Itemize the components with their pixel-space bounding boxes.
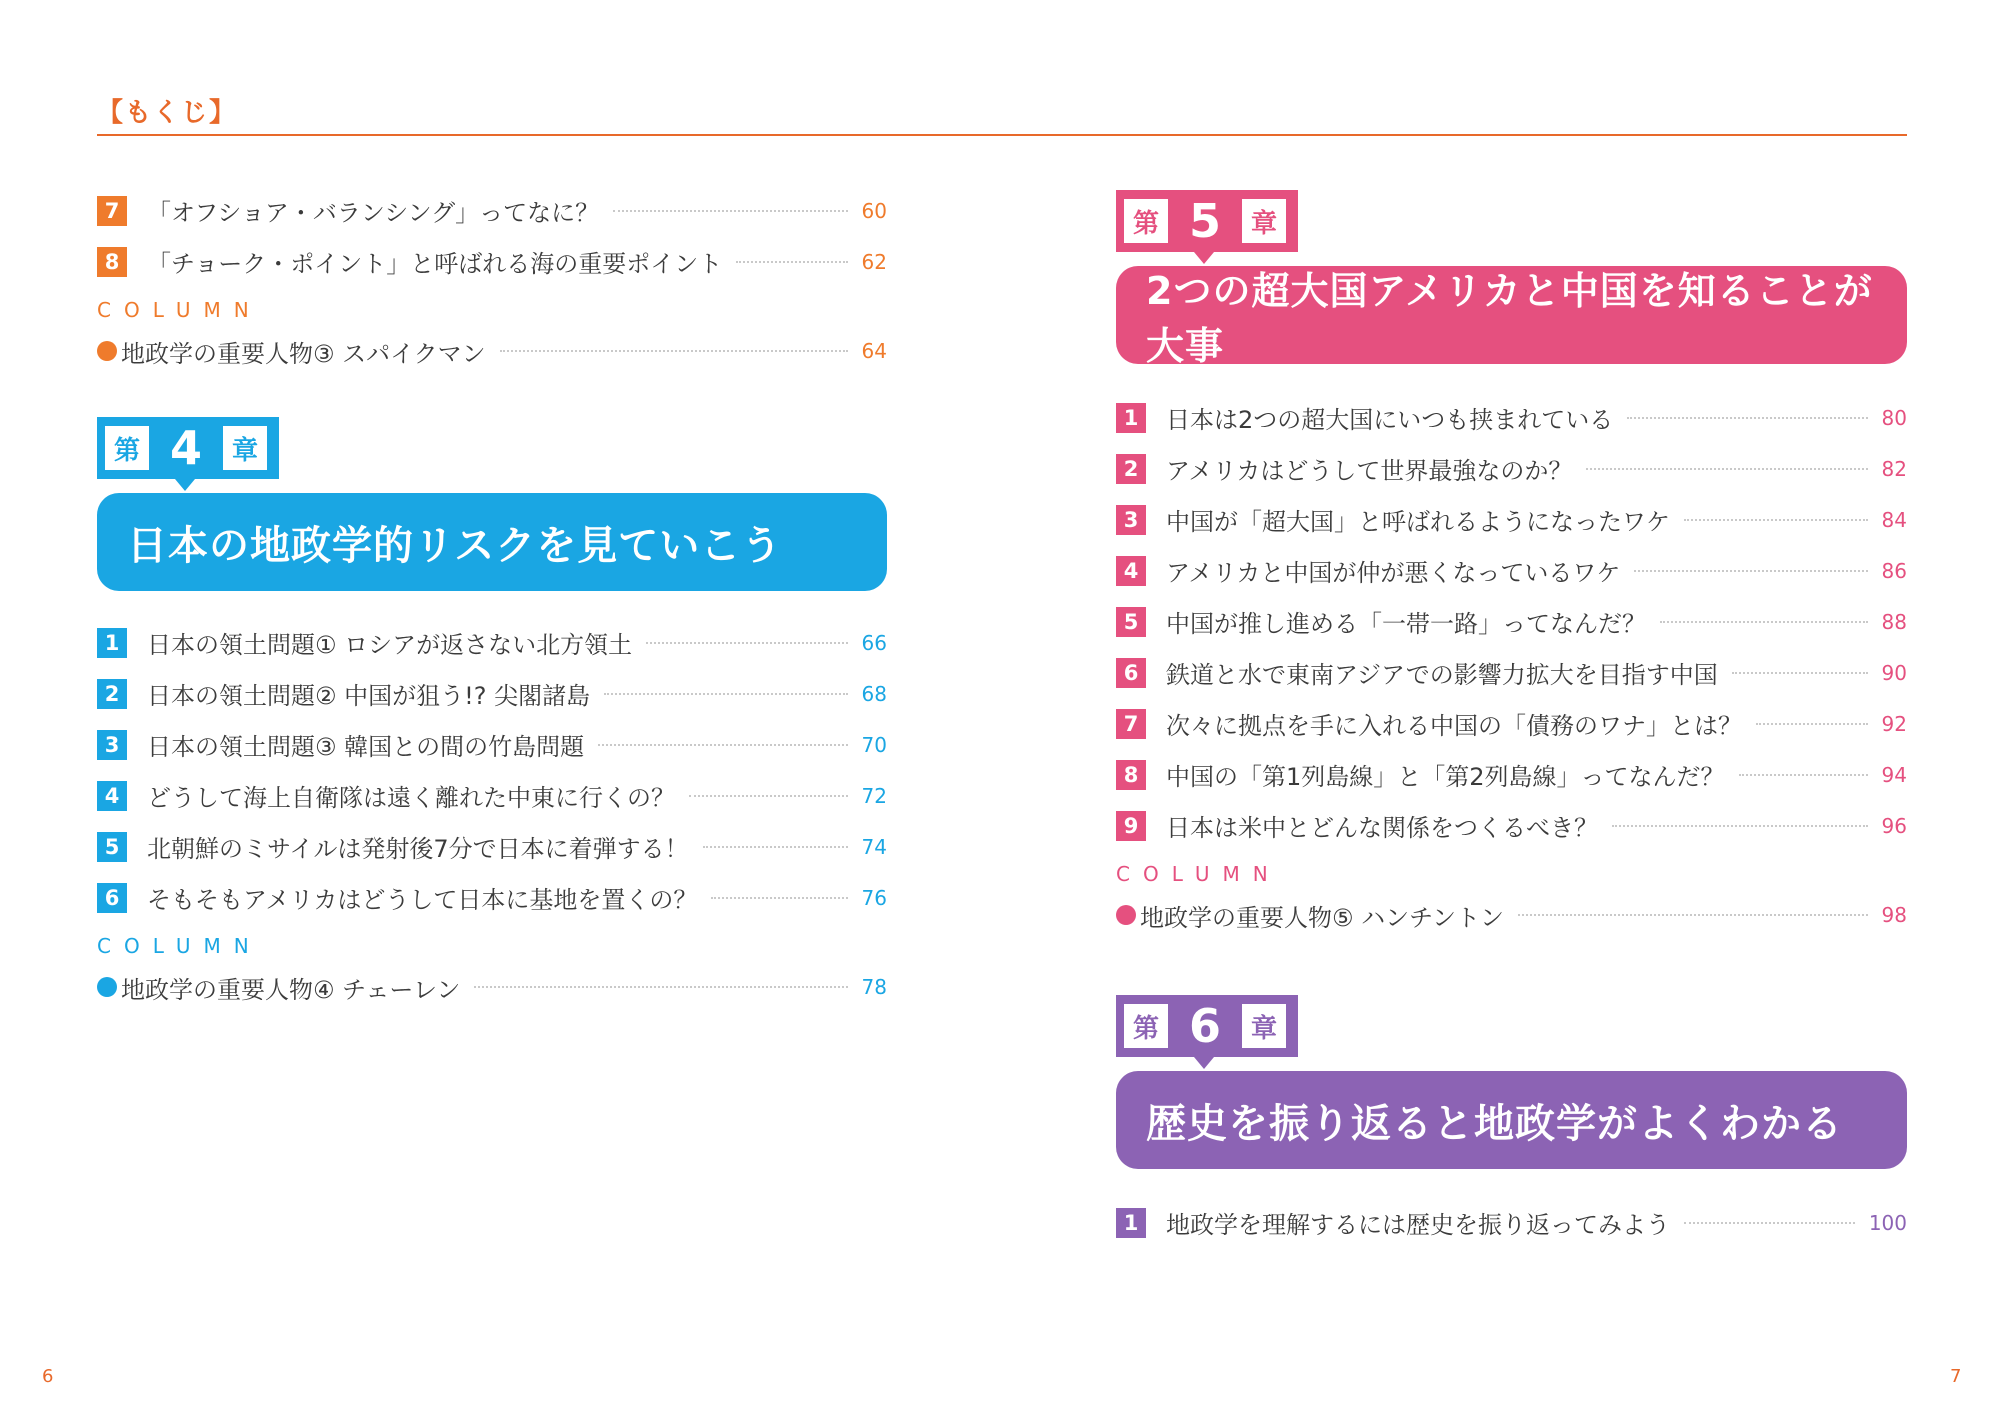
chapter-6-title: 歴史を振り返ると地政学がよくわかる xyxy=(1116,1071,1907,1169)
entry-number-badge: 1 xyxy=(97,628,127,658)
leader-dots xyxy=(689,795,848,797)
leader-dots xyxy=(598,744,847,746)
column-entry-label: 地政学の重要人物③ スパイクマン xyxy=(121,339,486,368)
entry-number-badge: 7 xyxy=(1116,709,1146,739)
entry-title: 地政学を理解するには歴史を振り返ってみよう xyxy=(1166,1211,1670,1239)
toc-entry[interactable] xyxy=(97,770,887,821)
chapter-number: 5 xyxy=(1188,194,1221,248)
page-number: 80 xyxy=(1881,405,1907,430)
chapter-sho: 章 xyxy=(1242,199,1286,243)
column-entry-label: 地政学の重要人物⑤ ハンチントン xyxy=(1140,903,1504,932)
page-number: 84 xyxy=(1881,507,1907,532)
entry-number-badge: 8 xyxy=(97,247,127,277)
leader-dots xyxy=(1518,914,1868,916)
toc-entry[interactable] xyxy=(97,617,887,668)
chapter-5-badge xyxy=(1116,190,1298,252)
chapter-6-badge xyxy=(1116,995,1298,1057)
entry-number-badge: 2 xyxy=(1116,454,1146,484)
page-number: 62 xyxy=(861,249,887,274)
left-column xyxy=(97,185,887,1011)
bullet-icon xyxy=(97,341,117,361)
entry-title: 日本は2つの超大国にいつも挟まれている xyxy=(1166,406,1614,434)
leader-dots xyxy=(500,350,848,352)
page-number-right: 7 xyxy=(1950,1366,1962,1387)
entry-number-badge: 7 xyxy=(97,196,127,226)
leader-dots xyxy=(646,642,847,644)
toc-entry[interactable] xyxy=(1116,392,1907,443)
chapter-sho: 章 xyxy=(223,426,267,470)
column-entry[interactable] xyxy=(97,963,887,1011)
column-heading: COLUMN xyxy=(1116,862,1281,886)
toc-entry[interactable] xyxy=(1116,698,1907,749)
page-number: 64 xyxy=(861,339,887,363)
page-number: 96 xyxy=(1881,813,1907,838)
leader-dots xyxy=(736,261,847,263)
page-number-left: 6 xyxy=(42,1366,54,1387)
entry-title: 「チョーク・ポイント」と呼ばれる海の重要ポイント xyxy=(147,250,723,278)
column-heading: COLUMN xyxy=(97,298,262,322)
header-rule xyxy=(97,134,1907,136)
entry-number-badge: 5 xyxy=(1116,607,1146,637)
entry-title: 日本は米中とどんな関係をつくるべき？ xyxy=(1166,814,1598,842)
leader-dots xyxy=(1756,723,1868,725)
entry-number-badge: 8 xyxy=(1116,760,1146,790)
chapter-dai: 第 xyxy=(1124,199,1168,243)
entry-number-badge: 9 xyxy=(1116,811,1146,841)
toc-entry[interactable] xyxy=(1116,1197,1907,1248)
right-column xyxy=(1116,190,1907,1248)
toc-entry[interactable] xyxy=(97,821,887,872)
toc-entry[interactable] xyxy=(1116,545,1907,596)
leader-dots xyxy=(1732,672,1868,674)
chapter-dai: 第 xyxy=(105,426,149,470)
entry-title: 日本の領土問題③ 韓国との間の竹島問題 xyxy=(147,733,585,761)
toc-entry[interactable] xyxy=(97,719,887,770)
toc-entry[interactable] xyxy=(97,872,887,923)
toc-entry[interactable] xyxy=(1116,749,1907,800)
column-heading: COLUMN xyxy=(97,934,262,958)
leader-dots xyxy=(613,210,847,212)
chapter-4-badge xyxy=(97,417,279,479)
entry-title: 中国が推し進める「一帯一路」ってなんだ？ xyxy=(1166,610,1646,638)
leader-dots xyxy=(1627,417,1867,419)
chapter-4-title: 日本の地政学的リスクを見ていこう xyxy=(97,493,887,591)
toc-entry[interactable] xyxy=(97,668,887,719)
page-number: 72 xyxy=(861,783,887,808)
leader-dots xyxy=(703,846,848,848)
bullet-icon xyxy=(1116,905,1136,925)
toc-entry[interactable] xyxy=(97,236,887,287)
column-entry[interactable] xyxy=(1116,891,1907,939)
entry-title: アメリカと中国が仲が悪くなっているワケ xyxy=(1166,559,1621,587)
entry-number-badge: 6 xyxy=(1116,658,1146,688)
chapter-number: 4 xyxy=(169,421,202,475)
toc-header: 【もくじ】 xyxy=(97,98,238,128)
entry-number-badge: 4 xyxy=(1116,556,1146,586)
chapter-5-title: 2つの超大国アメリカと中国を知ることが大事 xyxy=(1116,266,1907,364)
entry-title: アメリカはどうして世界最強なのか？ xyxy=(1166,457,1573,485)
page-number: 98 xyxy=(1881,903,1907,927)
page-number: 78 xyxy=(861,975,887,999)
entry-title: 「オフショア・バランシング」ってなに？ xyxy=(147,199,600,227)
page-number: 100 xyxy=(1868,1210,1907,1235)
entry-title: 次々に拠点を手に入れる中国の「債務のワナ」とは？ xyxy=(1166,712,1742,740)
entry-title: どうして海上自衛隊は遠く離れた中東に行くの？ xyxy=(147,784,675,812)
toc-entry[interactable] xyxy=(97,185,887,236)
page-number: 66 xyxy=(861,630,887,655)
page-number: 92 xyxy=(1881,711,1907,736)
leader-dots xyxy=(474,986,847,988)
entry-number-badge: 3 xyxy=(1116,505,1146,535)
chapter-number: 6 xyxy=(1188,999,1221,1053)
leader-dots xyxy=(604,693,847,695)
page-number: 60 xyxy=(861,198,887,223)
entry-number-badge: 1 xyxy=(1116,403,1146,433)
entry-number-badge: 4 xyxy=(97,781,127,811)
toc-entry[interactable] xyxy=(1116,596,1907,647)
page-number: 76 xyxy=(861,885,887,910)
entry-number-badge: 2 xyxy=(97,679,127,709)
entry-title: 中国の「第1列島線」と「第2列島線」ってなんだ？ xyxy=(1166,763,1725,791)
page-number: 68 xyxy=(861,681,887,706)
column-entry[interactable] xyxy=(97,327,887,375)
page-number: 90 xyxy=(1881,660,1907,685)
leader-dots xyxy=(1684,519,1868,521)
entry-title: 北朝鮮のミサイルは発射後7分で日本に着弾する！ xyxy=(147,835,689,863)
chapter-dai: 第 xyxy=(1124,1004,1168,1048)
page-number: 86 xyxy=(1881,558,1907,583)
chapter-sho: 章 xyxy=(1242,1004,1286,1048)
page-number: 70 xyxy=(861,732,887,757)
entry-title: そもそもアメリカはどうして日本に基地を置くの？ xyxy=(147,886,698,914)
column-entry-label: 地政学の重要人物④ チェーレン xyxy=(121,975,461,1004)
page-number: 74 xyxy=(861,834,887,859)
toc-entry[interactable] xyxy=(1116,494,1907,545)
leader-dots xyxy=(1612,825,1868,827)
page-number: 88 xyxy=(1881,609,1907,634)
leader-dots xyxy=(1739,774,1868,776)
toc-entry[interactable] xyxy=(1116,800,1907,851)
leader-dots xyxy=(1660,621,1868,623)
entry-number-badge: 1 xyxy=(1116,1208,1146,1238)
page-number: 94 xyxy=(1881,762,1907,787)
leader-dots xyxy=(1586,468,1867,470)
leader-dots xyxy=(1634,570,1867,572)
entry-title: 日本の領土問題① ロシアが返さない北方領土 xyxy=(147,631,633,659)
bullet-icon xyxy=(97,977,117,997)
entry-number-badge: 6 xyxy=(97,883,127,913)
page-number: 82 xyxy=(1881,456,1907,481)
entry-number-badge: 3 xyxy=(97,730,127,760)
entry-title: 中国が「超大国」と呼ばれるようになったワケ xyxy=(1166,508,1670,536)
entry-title: 鉄道と水で東南アジアでの影響力拡大を目指す中国 xyxy=(1166,661,1718,689)
toc-entry[interactable] xyxy=(1116,443,1907,494)
entry-number-badge: 5 xyxy=(97,832,127,862)
leader-dots xyxy=(711,897,847,899)
entry-title: 日本の領土問題② 中国が狙う!? 尖閣諸島 xyxy=(147,682,591,710)
toc-entry[interactable] xyxy=(1116,647,1907,698)
leader-dots xyxy=(1684,1222,1855,1224)
